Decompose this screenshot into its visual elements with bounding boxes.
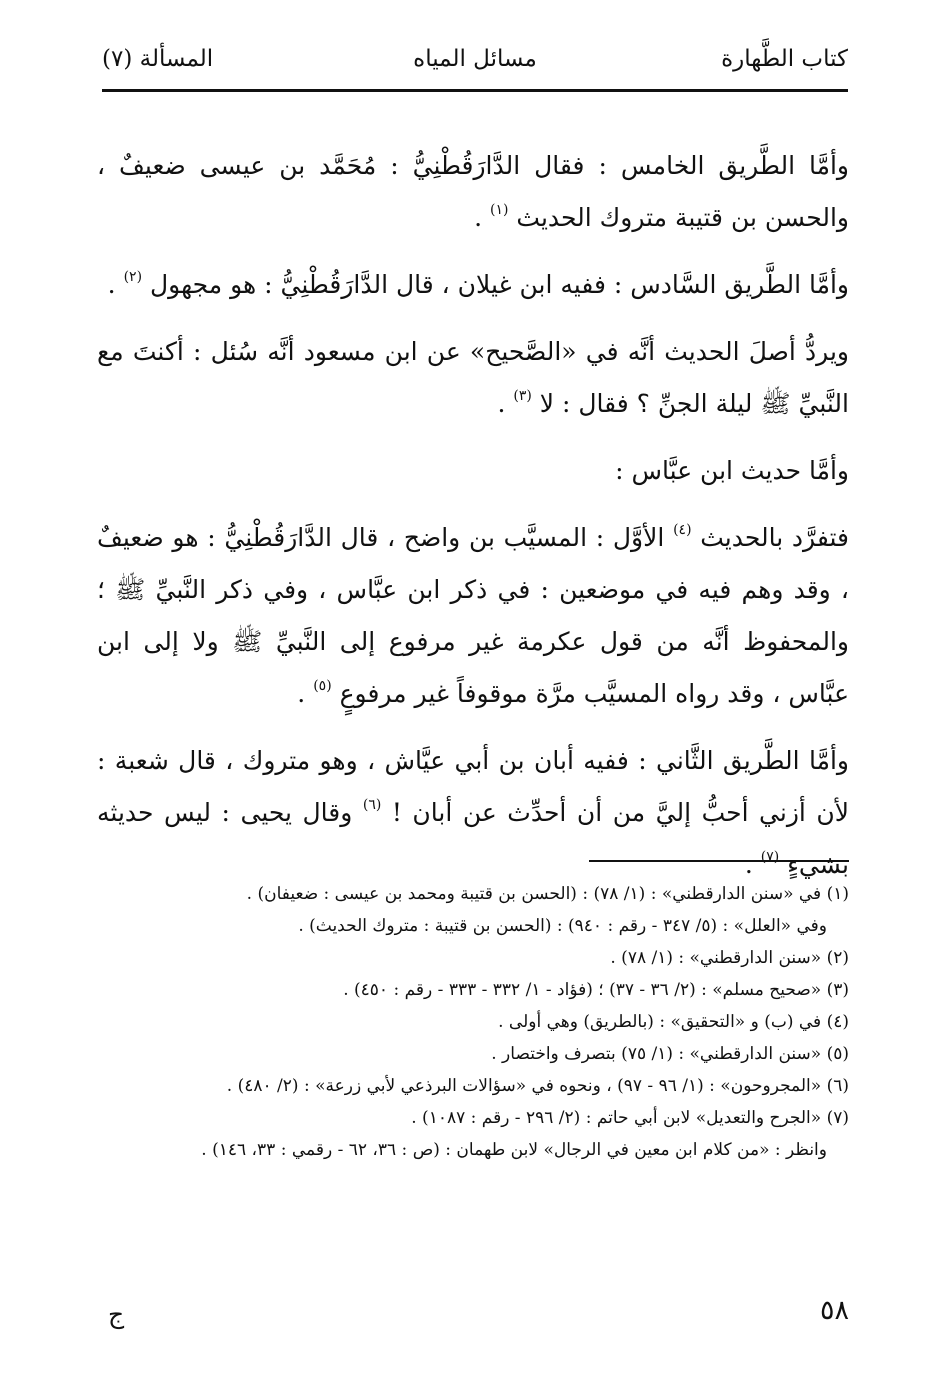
paragraph-text: . <box>474 203 483 232</box>
footnote-marker: (٧) <box>760 849 780 865</box>
paragraph-text: الأوَّل : المسيَّب بن واضح ، قال الدَّارَقُطْنِيُّ : هو ضعيفٌ ، وقد وهم فيه في موضعين : في ذكر ابن عبَّاس ، وفي ذكر النَّبيِّ ﷺ ؛ والمحفوظ أنَّه من قول عكرمة غير مرفوع إلى النَّبيِّ ﷺ ولا إلى ابن عبَّاس ، وقد رواه المسيَّب مرَّة موقوفاً غير مرفوعٍ <box>97 523 849 708</box>
footnote-7: (٧) «الجرح والتعديل» لابن أبي حاتم : (٢/ ٢٩٦ - رقم : ١٠٨٧) . <box>411 1108 849 1128</box>
header-book-title: كتاب الطَّهارة <box>721 46 848 72</box>
paragraph-hadith-origin <box>97 326 849 430</box>
footnote-4: (٤) في (ب) و «التحقيق» : (بالطريق) وهي أولى . <box>498 1012 849 1032</box>
paragraph-ibn-abbas-heading <box>97 445 849 497</box>
paragraph-text: . <box>297 679 306 708</box>
paragraph-text: وأمَّا الطَّريق السَّادس : ففيه ابن غيلان ، قال الدَّارَقُطْنِيُّ : هو مجهول <box>150 270 849 299</box>
footnote-1-continued: وفي «العلل» : (٥/ ٣٤٧ - رقم : ٩٤٠) : (الحسن بن قتيبة : متروك الحديث) . <box>298 916 827 936</box>
footnote-1: (١) في «سنن الدارقطني» : (١/ ٧٨) : (الحسن بن قتيبة ومحمد بن عيسى : ضعيفان) . <box>246 884 849 904</box>
footnote-marker: (٦) <box>362 797 382 813</box>
paragraph-text: . <box>497 389 506 418</box>
footnote-marker: (٢) <box>123 269 143 285</box>
paragraph-first-route <box>97 512 849 720</box>
footnote-separator <box>589 860 849 862</box>
footnote-marker: (٤) <box>673 522 692 538</box>
paragraph-text: فتفرَّد بالحديث <box>700 523 849 552</box>
paragraph-second-route <box>97 735 849 891</box>
paragraph-sixth-route <box>97 259 849 311</box>
paragraph-text: . <box>107 270 116 299</box>
main-text <box>97 140 849 906</box>
paragraph-text: وأمَّا حديث ابن عبَّاس : <box>615 456 849 485</box>
paragraph-text: . <box>744 850 753 879</box>
running-header <box>102 40 848 80</box>
footnote-marker: (٥) <box>313 678 332 694</box>
paragraph-text: وقال يحيى : ليس حديثه بشيءٍ <box>97 798 849 879</box>
footnote-6: (٦) «المجروحون» : (١/ ٩٦ - ٩٧) ، ونحوه في «سؤالات البرذعي لأبي زرعة» : (٢/ ٤٨٠) . <box>226 1076 849 1096</box>
footnotes <box>97 878 849 1166</box>
header-rule <box>102 89 848 92</box>
footnote-marker: (١) <box>489 202 509 218</box>
footnote-7-continued: وانظر : «من كلام ابن معين في الرجال» لابن طهمان : (ص : ٣٦، ٦٢ - رقمي : ٣٣، ١٤٦) . <box>201 1140 827 1160</box>
paragraph-text: وأمَّا الطَّريق الخامس : فقال الدَّارَقُطْنِيُّ : مُحَمَّد بن عيسى ضعيفٌ ، والحسن بن قتيبة متروك الحديث <box>97 151 849 232</box>
footnote-marker: (٣) <box>513 388 532 404</box>
header-chapter-title: مسائل المياه <box>413 46 537 72</box>
signature-mark: ج <box>108 1300 125 1329</box>
footnote-5: (٥) «سنن الدارقطني» : (١/ ٧٥) بتصرف واختصار . <box>491 1044 849 1064</box>
paragraph-text: ويردُّ أصلَ الحديث أنَّه في «الصَّحيح» عن ابن مسعود أنَّه سُئل : أكنتَ مع النَّبيِّ ﷺ ليلة الجنِّ ؟ فقال : لا <box>97 337 849 418</box>
header-issue-number: المسألة (٧) <box>102 46 214 72</box>
paragraph-fifth-route <box>97 140 849 244</box>
paragraph-text: وأمَّا الطَّريق الثَّاني : ففيه أبان بن أبي عيَّاش ، وهو متروك ، قال شعبة : لأن أزني أحبُّ إليَّ من أن أحدِّث عن أبان ! <box>97 746 849 827</box>
page-number: ٥٨ <box>819 1295 849 1326</box>
footnote-2: (٢) «سنن الدارقطني» : (١/ ٧٨) . <box>610 948 849 968</box>
footnote-3: (٣) «صحيح مسلم» : (٢/ ٣٦ - ٣٧) ؛ (فؤاد - ١/ ٣٣٢ - ٣٣٣ - رقم : ٤٥٠) . <box>343 980 849 1000</box>
